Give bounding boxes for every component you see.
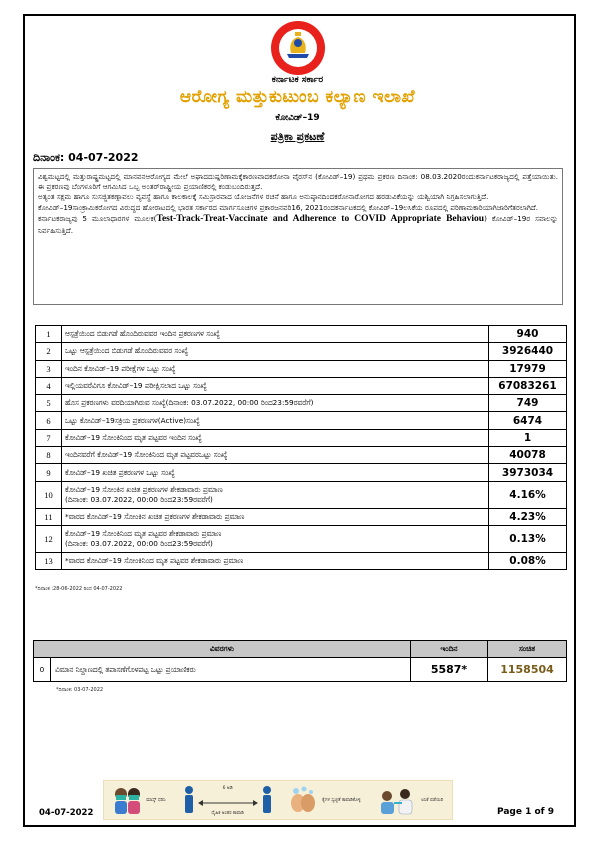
press-release-title: ಪತ್ರಿಕಾ ಪ್ರಕಟಣೆ [270, 130, 325, 143]
row-value: 4.16% [489, 481, 567, 508]
intro-paragraphs [33, 168, 563, 305]
row-label-line: *ವಾರದ ಕೋವಿಡ್–19 ಸೋಂಕಿನ ಖಚಿತ ಪ್ರಕರಣಗಳ ಶೇಕಡಾವಾರು ಪ್ರಮಾಣ [65, 511, 245, 521]
row-number: 13 [36, 552, 62, 569]
airport-screening-table [33, 640, 567, 682]
release-date: ದಿನಾಂಕ: 04-07-2022 [33, 151, 139, 164]
table-row [36, 447, 567, 464]
row-number: 8 [36, 447, 62, 464]
table-row [36, 552, 567, 569]
row-value: 6474 [489, 412, 567, 429]
person-icon [183, 785, 195, 815]
mask-cell [112, 784, 167, 816]
today-value: 5587* [411, 658, 488, 682]
row-label-line: ಹೊಸ ಪ್ರಕರಣಗಳು ವರದಿಯಾಗಿರುವ ಸಂಖ್ಯೆ(ದಿನಾಂಕ: 03.07.2022, 00:00 ರಿಂದ23:59ರವರೆಗೆ) [65, 398, 314, 408]
row-number: 7 [36, 429, 62, 446]
row-label-line: *ವಾರದ ಕೋವಿಡ್–19 ಸೋಂಕಿನಿಂದ ಮೃತ ಪಟ್ಟವರ ಶೇಕಡಾವಾರು ಪ್ರಮಾಣ [65, 556, 244, 566]
vaccination-icon [377, 785, 417, 815]
footer-date: 04-07-2022 [39, 808, 94, 818]
row-label-line: ಆಸ್ಪತ್ರೆಯಿಂದ ಬಿಡುಗಡೆ ಹೊಂದಿರುವವರ ಇಂದಿನ ಪ್ರಕರಣಗಳ ಸಂಖ್ಯೆ [65, 329, 220, 339]
row-value: 0.08% [489, 552, 567, 569]
covid-stats-table [35, 325, 567, 570]
intro-paragraph-4: ಕರ್ನಾಟಕರಾಜ್ಯವು 5 ಮೂಲಾಧಾರಗಳ ಮೂಲಕ(Test-Track-Treat-Vaccinate and Adherence to COVID Appropriate Behaviou) ಕೋವಿಡ್–19ರ ಸವಾಲನ್ನು ನಿರ್ವಹಿಸುತ್ತಿದೆ. [38, 213, 559, 236]
row-label [62, 326, 489, 343]
row-label-line: ಕೋವಿಡ್–19 ಖಚಿತ ಪ್ರಕರಣಗಳ ಒಟ್ಟು ಸಂಖ್ಯೆ [65, 467, 175, 477]
row-label [62, 464, 489, 481]
row-number: 0 [34, 658, 51, 682]
karnataka-emblem-icon [265, 18, 331, 78]
department-name: ಆರೋಗ್ಯ ಮತ್ತುಕುಟುಂಬ ಕಲ್ಯಾಣ ಇಲಾಖೆ [179, 87, 416, 107]
stats-footnote: *ದಿನಾಂಕ :28-06-2022 ರಿಂದ 04-07-2022 [35, 586, 123, 592]
row-label [62, 481, 489, 508]
row-label [62, 508, 489, 525]
row-label-line: ಒಟ್ಟು ಆಸ್ಪತ್ರೆಯಿಂದ ಬಿಡುಗಡೆ ಹೊಂದಿರುವವರ ಸಂಖ್ಯೆ [65, 346, 189, 356]
row-number: 9 [36, 464, 62, 481]
row-number: 2 [36, 343, 62, 360]
table-row [36, 429, 567, 446]
row-value: 0.13% [489, 525, 567, 552]
distance-label: 6 ಅಡಿ ದೈಹಿಕ ಅಂತರ ಕಾಪಾಡಿ [198, 785, 258, 816]
col-today-header: ಇಂದಿನ [411, 641, 488, 658]
row-label [62, 552, 489, 569]
table-row [36, 377, 567, 394]
total-value: 1158504 [488, 658, 567, 682]
row-label [62, 525, 489, 552]
row-label-line: (ದಿನಾಂಕ: 03.07.2022, 00:00 ರಿಂದ23:59ರವರೆಗೆ) [65, 538, 213, 548]
row-number: 1 [36, 326, 62, 343]
row-label: ವಿಮಾನ ನಿಲ್ದಾಣದಲ್ಲಿ ತಪಾಸಣೆಗೊಳಪಟ್ಟ ಒಟ್ಟು ಪ್ರಯಾಣಿಕರು [51, 658, 411, 682]
row-label-line: ಇಂದಿನವರೆಗೆ ಕೋವಿಡ್–19 ಸೋಂಕಿನಿಂದ ಮೃತ ಪಟ್ಟವರಒಟ್ಟು ಸಂಖ್ಯೆ [65, 450, 228, 460]
arrow-icon [198, 800, 258, 806]
row-number: 10 [36, 481, 62, 508]
row-value: 17979 [489, 360, 567, 377]
row-label-line: ಕೋವಿಡ್–19 ಸೋಂಕಿನ ಖಚಿತ ಪ್ರಕರಣಗಳ ಶೇಕಡಾವಾರು ಪ್ರಮಾಣ [65, 484, 223, 494]
row-label-line: ಕೋವಿಡ್–19 ಸೋಂಕಿನಿಂದ ಮೃತ ಪಟ್ಟವರ ಇಂದಿನ ಸಂಖ್ಯೆ [65, 432, 202, 442]
distance-cell [183, 785, 273, 816]
row-value: 40078 [489, 447, 567, 464]
row-label [62, 447, 489, 464]
covid-appropriate-behaviour-banner [103, 780, 453, 820]
table-row [36, 360, 567, 377]
row-number: 12 [36, 525, 62, 552]
row-label-line: ಇಲ್ಲಿಯವರೆವಿಗೂ ಕೋವಿಡ್–19 ಪರೀಕ್ಷಿಸಲಾದ ಒಟ್ಟು ಸಂಖ್ಯೆ [65, 381, 207, 391]
table-row [36, 326, 567, 343]
col-total-header: ಸಂಚಿತ [488, 641, 567, 658]
row-number: 4 [36, 377, 62, 394]
intro-paragraph-1: ವಿಶ್ವಮಟ್ಟದಲ್ಲಿ ಮತ್ತುರಾಷ್ಟ್ರಮಟ್ಟದಲ್ಲಿ ಮಾನವನಆರೋಗ್ಯದ ಮೇಲೆ ಅಘಾದದುಷ್ಪರಿಣಾಮಕ್ಕೆಕಾರಣವಾದಕರೋನಾ ವೈರಸ್‌ನ (ಕೋವಿಡ್–19) ಪ್ರಥಮ ಪ್ರಕರಣ ದಿನಾಂಕ: 08.03.2020ರಂದುಕರ್ನಾಟಕರಾಜ್ಯದಲ್ಲಿ ಪತ್ತೆಯಾಯಿತು. ಈ ಪ್ರಕರಣವು ಬೆಂಗಳೂರಿಗೆ ಆಗಮಿಸಿದ ಒಬ್ಬ ಅಂತರ್‌ರಾಷ್ಟ್ರೀಯ ಪ್ರಯಾಣಿಕರಲ್ಲಿ ಕಂಡುಬಂದಿರುತ್ತದೆ. [38, 172, 558, 192]
row-value: 1 [489, 429, 567, 446]
row-number: 11 [36, 508, 62, 525]
row-value: 3973034 [489, 464, 567, 481]
government-name: ಕರ್ನಾಟಕ ಸರ್ಕಾರ [271, 75, 324, 85]
intro-paragraph-2: ಅತ್ಯಂತ ಸಕ್ಷಮ ಹಾಗೂ ಸುಸಜ್ಜಿತಕಣ್ಗಾವಲು ವ್ಯವಸ್ಥೆ ಹಾಗೂ ಕಾಲಕಾಲಕ್ಕೆ ಸಮಿಸ್ರಾರವಾದ ಯೋಜನೆಗಳ ರಚನೆ ಹಾಗೂ ಅನುಷ್ಠಾನದಿಂದಕರೋನಾರೋಗದ ಹರಡುವಿಕೆಯನ್ನು ಯಶ್ವಿಯಾಗಿ ನಿಗ್ರಹಿಸಲಾಗುತ್ತಿದೆ. [38, 192, 489, 202]
table-row [36, 412, 567, 429]
row-label [62, 360, 489, 377]
table-row [36, 395, 567, 412]
person-icon [261, 785, 273, 815]
mask-caption: ಮಾಸ್ಕ್ ಧರಿಸಿ [146, 798, 166, 803]
row-label [62, 412, 489, 429]
row-value: 940 [489, 326, 567, 343]
table-row [34, 658, 567, 682]
vaccine-caption: ಲಸಿಕೆ ಪಡೆಯಿರಿ [421, 798, 444, 803]
row-number: 5 [36, 395, 62, 412]
mask-person-icon [112, 784, 142, 816]
flight-footnote: *ದಿನಾಂಕ: 03-07-2022 [56, 687, 104, 693]
row-label [62, 429, 489, 446]
handwash-caption: ಕೈಗಳ ಸ್ವಚ್ಛತೆ ಕಾಪಾಡಿಕೊಳ್ಳಿ [322, 798, 361, 803]
col-details-header: ವಿವರಗಳು [34, 641, 411, 658]
table-row [36, 343, 567, 360]
table-row [36, 525, 567, 552]
handwash-cell [288, 785, 361, 815]
row-value: 4.23% [489, 508, 567, 525]
row-number: 6 [36, 412, 62, 429]
row-label-line: (ದಿನಾಂಕ: 03.07.2022, 00:00 ರಿಂದ23:59ರವರೆಗೆ) [65, 494, 213, 504]
row-label-line: ಇಂದಿನ ಕೋವಿಡ್–19 ಪರೀಕ್ಷೆಗಳ ಒಟ್ಟು ಸಂಖ್ಯೆ [65, 363, 176, 373]
row-value: 67083261 [489, 377, 567, 394]
row-label [62, 377, 489, 394]
row-label-line: ಒಟ್ಟು ಕೋವಿಡ್–19ಸಕ್ರಿಯ ಪ್ರಕರಣಗಳ(Active)ಸಂಖ್ಯೆ [65, 415, 200, 425]
table-row [36, 481, 567, 508]
page-number: Page 1 of 9 [497, 807, 554, 817]
vaccine-cell [377, 785, 444, 815]
topic-title: ಕೋವಿಡ್–19 [275, 113, 320, 123]
table-header-row [34, 641, 567, 658]
row-value: 749 [489, 395, 567, 412]
row-number: 3 [36, 360, 62, 377]
handwash-icon [288, 785, 318, 815]
table-row [36, 464, 567, 481]
table-row [36, 508, 567, 525]
row-label [62, 343, 489, 360]
row-value: 3926440 [489, 343, 567, 360]
row-label [62, 395, 489, 412]
intro-paragraph-3: ಕೋವಿಡ್–19ಸಾಂಕ್ರಾಮಿಕರೋಗದ ವಿರುದ್ಧದ ಹೋರಾಟದಲ್ಲಿ ಭಾರತ ಸರ್ಕಾರದ ಮಾರ್ಗಸೂಚಿಗಳ ಪ್ರಕಾರಜನವರಿ16, 2021ರಂದಕರ್ನಾಟಕದಲ್ಲಿ ಕೋವಿಡ್–19ಲಸಿಕೆಯ ರೂಪದಲ್ಲಿ ಪರಿಣಾಮಕಾರಿಯಾಗಿಜಾರಿಗೆತರಲಾಗಿದೆ. [38, 202, 539, 212]
row-label-line: ಕೋವಿಡ್–19 ಸೋಂಕಿನಿಂದ ಮೃತ ಪಟ್ಟವರ ಶೇಕಡಾವಾರು ಪ್ರಮಾಣ [65, 528, 222, 538]
